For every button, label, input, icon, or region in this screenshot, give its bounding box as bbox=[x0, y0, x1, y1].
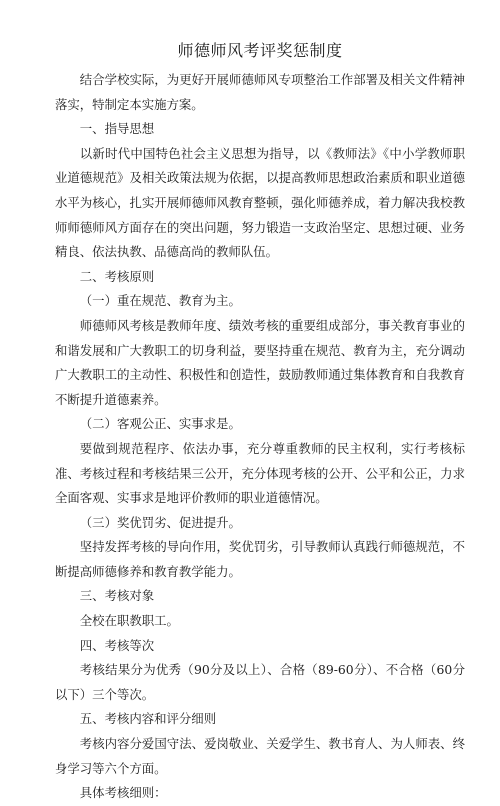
subsection-body-reward: 坚持发挥考核的导向作用，奖优罚劣，引导教师认真践行师德规范，不断提高师德修养和教育教学能力。 bbox=[55, 539, 465, 579]
section-body-guiding-ideology: 以新时代中国特色社会主义思想为指导，以《教师法》《中小学教师职业道德规范》及相关政策法规为依据，以提高教师思想政治素质和职业道德水平为核心，扎实开展师德师风教育整顿，强化师德养成，着力解决我校教师师德师风方面存在的突出问题，努力锻造一支政治坚定、思想过硬、业务精良、依法执教、品德高尚的教师队伍。 bbox=[55, 145, 465, 260]
subsection-body-objective: 要做到规范程序、依法办事，充分尊重教师的民主权利，实行考核标准、考核过程和考核结果三公开，充分体现考核的公开、公平和公正，力求全面客观、实事求是地评价教师的职业道德情况。 bbox=[55, 440, 465, 506]
subsection-heading-objective: （二）客观公正、实事求是。 bbox=[79, 416, 241, 432]
section-body-content-and-scoring: 考核内容分爱国守法、爱岗敬业、关爱学生、教书育人、为人师表、终身学习等六个方面。 bbox=[55, 736, 465, 776]
section-heading-guiding-ideology: 一、指导思想 bbox=[79, 121, 155, 137]
section-body-assessment-grades: 考核结果分为优秀（90分及以上）、合格（89-60分）、不合格（60分以下）三个等次。 bbox=[55, 662, 465, 702]
subsection-heading-reward: （三）奖优罚劣、促进提升。 bbox=[79, 514, 241, 530]
section-heading-assessment-principles: 二、考核原则 bbox=[79, 268, 155, 284]
subsection-body-standardize: 师德师风考核是教师年度、绩效考核的重要组成部分，事关教育事业的和谐发展和广大教职工的切身利益，要坚持重在规范、教育为主，充分调动广大教职工的主动性、积极性和创造性，鼓励教师通过集体教育和自我教育不断提升道德素养。 bbox=[55, 317, 465, 407]
section-body-assessment-targets: 全校在职教职工。 bbox=[79, 613, 179, 629]
document-page bbox=[55, 40, 465, 806]
subsection-heading-standardize: （一）重在规范、教育为主。 bbox=[79, 293, 241, 309]
section-heading-content-and-scoring: 五、考核内容和评分细则 bbox=[79, 711, 217, 727]
intro-paragraph: 结合学校实际，为更好开展师德师风专项整治工作部署及相关文件精神落实，特制定本实施方案。 bbox=[55, 72, 465, 112]
document-title: 师德师风考评奖惩制度 bbox=[177, 41, 343, 60]
detailed-rules-label: 具体考核细则： bbox=[79, 785, 167, 801]
section-heading-assessment-targets: 三、考核对象 bbox=[79, 588, 155, 604]
section-heading-assessment-grades: 四、考核等次 bbox=[79, 637, 155, 653]
